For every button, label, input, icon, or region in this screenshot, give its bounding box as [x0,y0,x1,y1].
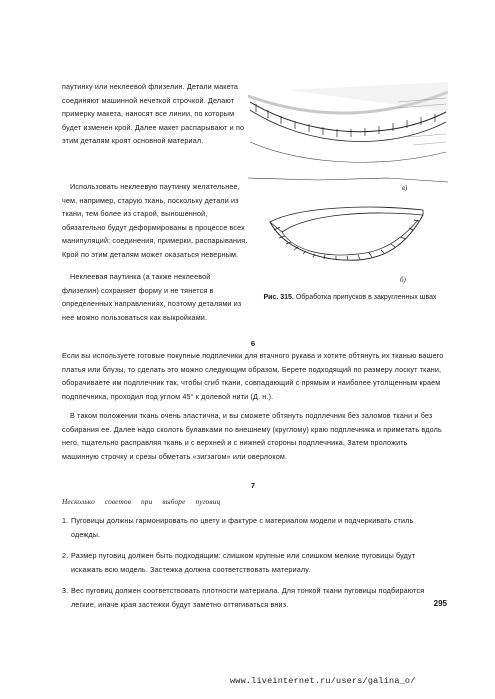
figure-caption [262,293,438,303]
paragraph-shoulder-pads: Если вы используете готовые покупные подплечики для втачного рукава и хотите обтянуть их тканью вашего платья или блузы, то сделать это можно следующим образом. Берете подходящий по размеру лоскут ткани, оборачиваете им подплечник так, чтобы сгиб ткани, совпадающий с прямым и наиболее утолщенным краем подплечника, проходил под углом 45° к долевой нити (Д. н.). [62,351,444,401]
list-item [62,514,444,541]
buttons-tips-heading: Несколько советов при выборе пуговиц [62,497,221,506]
paragraph-shoulder-pads-cont: В таком положении ткань очень эластична, и вы сможете обтянуть подплечник без заломов ткани и без собирания ее. Далее надо сколоть булавками по внешнему (круглому) краю подплечника и приметать вдоль него, тщательно расправляя ткань и с верхней и с нижней стороны подплечника. Затем проложить машинную строчку и срезы обметать «зигзагом» или оверлоком. [62,411,442,461]
page-number: 295 [433,599,447,608]
watermark-url[interactable]: www.liveinternet.ru/users/galina_o/ [230,676,416,686]
figure-v-curved-seam [248,82,448,192]
figure-315 [248,82,448,294]
list-item-number: 2. [62,551,69,561]
caption-text: Обработка припусков в закругленных швах [295,294,437,301]
paragraph-cobweb: Использовать неклеевую паутинку желательнее, чем, например, старую ткань, поскольку детали из ткани, тем более из старой, выношенной, обязательно будут деформированы в процессе всех манипуляций: соединения, примерки, распарывания. Крой по этим деталям может оказаться неверным. [62,182,248,259]
list-item-number: 1. [62,516,69,525]
list-item [62,584,444,611]
paragraph-interfacing: Неклеевая паутинка (а также неклеевой флизелин) сохраняет форму и не тянется в определенных направлениях, поэтому деталями из нее можно пользоваться как выкройками. [62,272,242,322]
list-item-number: 3. [62,586,69,596]
buttons-tips-list [62,514,444,620]
label-v: в) [402,184,408,192]
list-item [62,549,444,576]
section-6-number: 6 [250,339,256,348]
figure-b-rounded-edge [270,207,423,284]
list-item-text: Пуговицы должны гармонировать по цвету и фактуре с материалом модели и подчеркивать стиль одежды. [71,516,414,539]
label-b: б) [400,276,406,284]
paragraph-macket: паутинку или неклеевой флизелин. Детали макета соединяют машинной нечеткой строчкой. Делают примерку макета, наносят все линии, по которым будет изменен крой. Далее макет распарывают и по этим деталям кроят основной материал. [62,82,245,146]
list-item-text: Вес пуговиц должен соответствовать плотности материала. Для тонкой ткани пуговицы подбираются легкие, иначе края застежки будут заметно оттягиваться вниз. [71,586,425,609]
section-7-number: 7 [250,481,256,490]
list-item-text: Размер пуговиц должен быть подходящим: слишком крупные или слишком мелкие пуговицы будут искажать всю модель. Застежка должна соответствовать материалу. [71,551,416,574]
caption-number: Рис. 315. [263,294,294,301]
